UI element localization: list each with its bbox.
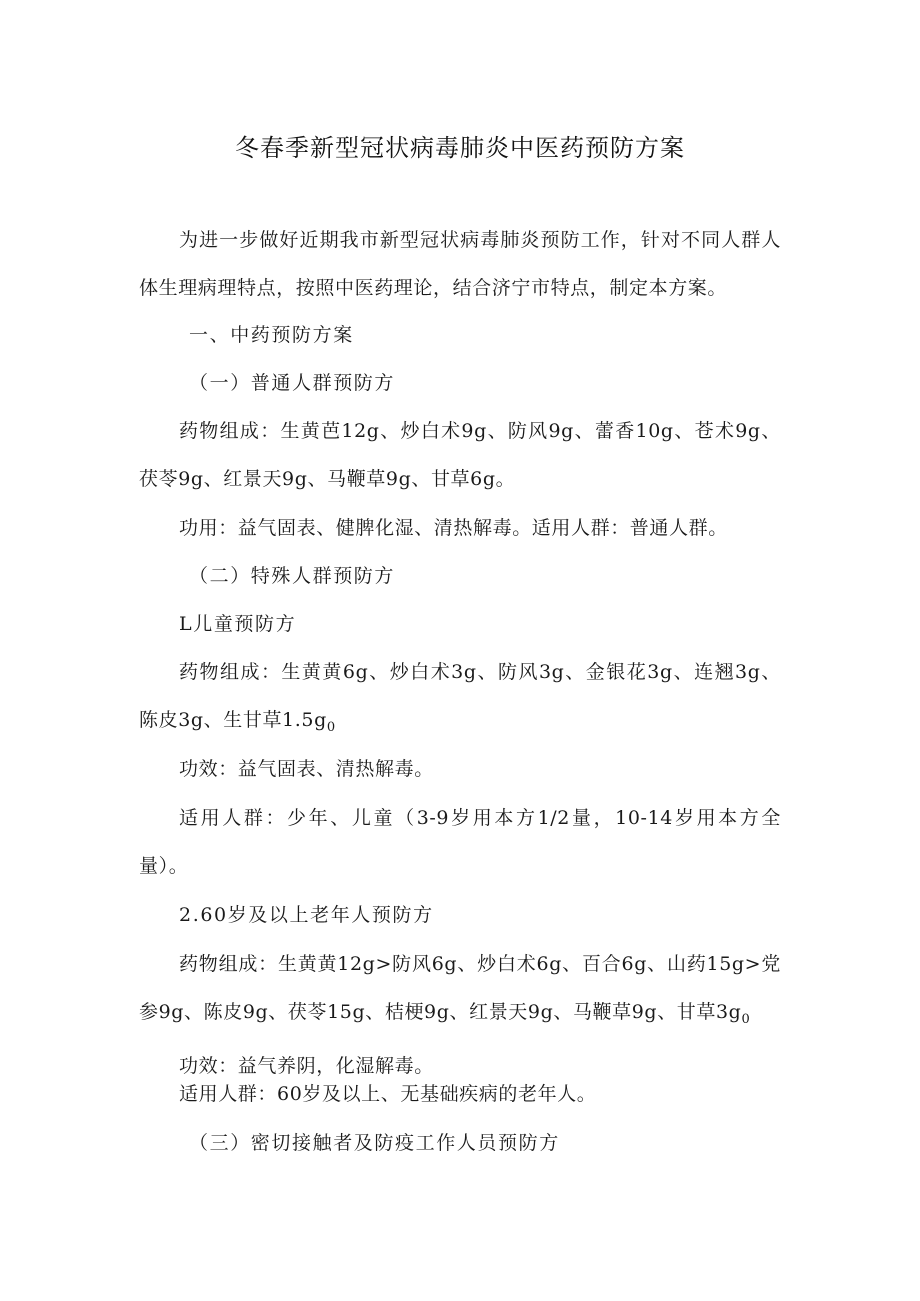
subsection-heading-contacts: （三）密切接触者及防疫工作人员预防方: [189, 1132, 560, 1154]
intro-line-1: 为进一步做好近期我市新型冠状病毒肺炎预防工作，针对不同人群人: [179, 229, 781, 251]
children-composition-line-2: [139, 708, 336, 740]
children-composition-subscript: 0: [326, 719, 336, 735]
elderly-effect: 功效：益气养阴，化湿解毒。: [179, 1055, 434, 1077]
document-title: 冬春季新型冠状病毒肺炎中医药预防方案: [235, 134, 685, 162]
children-population-line-2: 量）。: [139, 855, 189, 877]
section-heading-chinese-medicine: 一、中药预防方案: [189, 324, 354, 346]
elderly-population: 适用人群：60岁及以上、无基础疾病的老年人。: [179, 1083, 597, 1105]
general-function: 功用：益气固表、健脾化湿、清热解毒。适用人群：普通人群。: [179, 517, 728, 539]
general-composition-line-2: 茯苓9g、红景天9g、马鞭草9g、甘草6g。: [139, 468, 516, 490]
elderly-composition-text: 参9g、陈皮9g、茯苓15g、桔梗9g、红景天9g、马鞭草9g、甘草3g: [139, 1001, 742, 1023]
subsection-heading-special: （二）特殊人群预防方: [189, 565, 396, 587]
intro-line-2: 体生理病理特点，按照中医药理论，结合济宁市特点，制定本方案。: [139, 277, 728, 299]
children-effect: 功效：益气固表、清热解毒。: [179, 758, 434, 780]
elderly-composition-line-2: [139, 1000, 751, 1032]
children-composition-line-1: 药物组成：生黄黄6g、炒白术3g、防风3g、金银花3g、连翘3g、: [179, 661, 781, 683]
subsection-heading-general: （一）普通人群预防方: [189, 372, 396, 394]
children-population-line-1: 适用人群：少年、儿童（3-9岁用本方1/2量，10-14岁用本方全: [179, 807, 781, 829]
elderly-composition-line-1: 药物组成：生黄黄12g>防风6g、炒白术6g、百合6g、山药15g>党: [179, 953, 781, 975]
children-heading: L儿童预防方: [179, 613, 297, 635]
children-composition-text: 陈皮3g、生甘草1.5g: [139, 709, 327, 731]
elderly-composition-subscript: 0: [741, 1011, 751, 1027]
elderly-heading: 2.60岁及以上老年人预防方: [179, 904, 434, 926]
general-composition-line-1: 药物组成：生黄芭12g、炒白术9g、防风9g、蕾香10g、苍术9g、: [179, 420, 781, 442]
